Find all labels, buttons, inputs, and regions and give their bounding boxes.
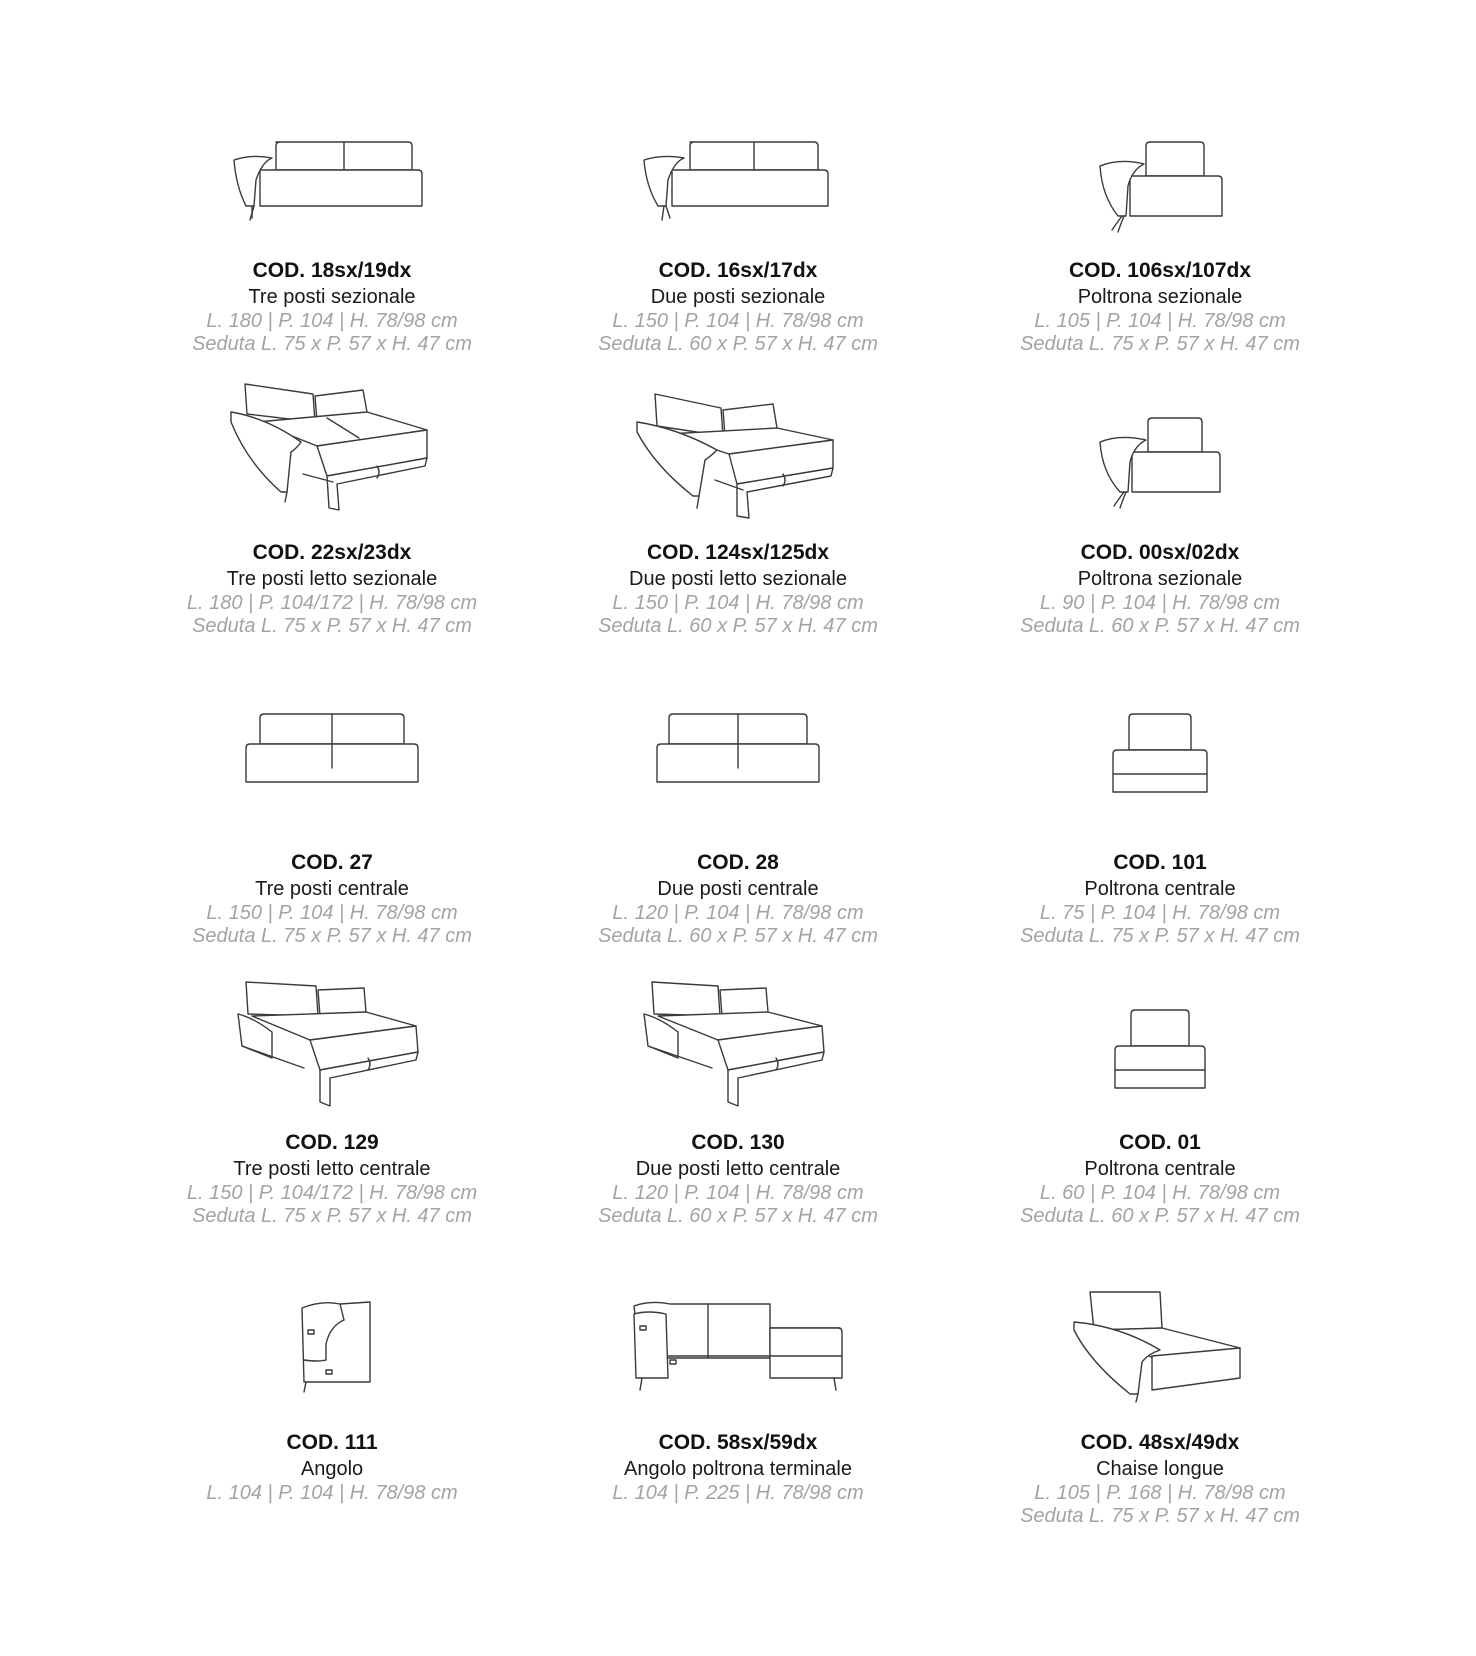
- product-dimensions: L. 150 | P. 104 | H. 78/98 cm: [206, 902, 458, 924]
- product-dimensions: L. 90 | P. 104 | H. 78/98 cm: [1039, 592, 1281, 614]
- product-seat-dimensions: Seduta L. 75 x P. 57 x H. 47 cm: [1020, 333, 1300, 355]
- product-name: Poltrona centrale: [1084, 1158, 1236, 1180]
- sofa-drawing: [528, 140, 948, 230]
- product-name: Due posti sezionale: [650, 286, 826, 308]
- product-name: Poltrona sezionale: [1077, 568, 1243, 590]
- sofa-drawing: [528, 978, 948, 1118]
- product-dimensions: L. 104 | P. 104 | H. 78/98 cm: [206, 1482, 458, 1504]
- corner-unit-icon: [282, 1300, 382, 1395]
- product-name: Tre posti letto centrale: [233, 1158, 431, 1180]
- product-name: Tre posti centrale: [255, 878, 409, 900]
- product-seat-dimensions: Seduta L. 75 x P. 57 x H. 47 cm: [192, 925, 472, 947]
- product-name: Chaise longue: [1096, 1458, 1224, 1480]
- sofa-drawing: [950, 416, 1370, 511]
- product-dimensions: L. 120 | P. 104 | H. 78/98 cm: [612, 902, 864, 924]
- product-seat-dimensions: Seduta L. 60 x P. 57 x H. 47 cm: [598, 1205, 878, 1227]
- sofa-drawing: [122, 1300, 542, 1395]
- sofa-drawing: [950, 1290, 1370, 1405]
- product-seat-dimensions: Seduta L. 60 x P. 57 x H. 47 cm: [598, 925, 878, 947]
- product-code: COD. 00sx/02dx: [1080, 541, 1240, 564]
- product-seat-dimensions: Seduta L. 60 x P. 57 x H. 47 cm: [598, 333, 878, 355]
- product-seat-dimensions: Seduta L. 60 x P. 57 x H. 47 cm: [1020, 615, 1300, 637]
- sofa-central-three-seat-icon: [242, 712, 422, 787]
- product-name: Tre posti sezionale: [248, 286, 416, 308]
- sofa-drawing: [122, 978, 542, 1118]
- sofa-bed-central-two-seat-icon: [638, 978, 838, 1118]
- product-name: Poltrona centrale: [1084, 878, 1236, 900]
- product-code: COD. 22sx/23dx: [252, 541, 412, 564]
- sofa-sectional-two-seat-icon: [638, 140, 838, 230]
- product-dimensions: L. 105 | P. 104 | H. 78/98 cm: [1034, 310, 1286, 332]
- sofa-bed-sectional-three-seat-icon: [227, 382, 437, 522]
- product-code: COD. 16sx/17dx: [658, 259, 818, 282]
- sofa-drawing: [122, 382, 542, 522]
- sofa-drawing: [528, 1298, 948, 1393]
- product-name: Due posti letto sezionale: [629, 568, 847, 590]
- product-dimensions: L. 60 | P. 104 | H. 78/98 cm: [1039, 1182, 1281, 1204]
- product-dimensions: L. 105 | P. 168 | H. 78/98 cm: [1034, 1482, 1286, 1504]
- product-seat-dimensions: Seduta L. 75 x P. 57 x H. 47 cm: [192, 1205, 472, 1227]
- corner-armchair-terminal-icon: [628, 1298, 848, 1393]
- chaise-longue-icon: [1070, 1290, 1250, 1405]
- product-code: COD. 48sx/49dx: [1080, 1431, 1240, 1454]
- product-code: COD. 58sx/59dx: [658, 1431, 818, 1454]
- product-dimensions: L. 150 | P. 104 | H. 78/98 cm: [612, 592, 864, 614]
- product-name: Due posti letto centrale: [635, 1158, 841, 1180]
- armchair-central-icon: [1105, 712, 1215, 797]
- product-code: COD. 18sx/19dx: [252, 259, 412, 282]
- product-seat-dimensions: Seduta L. 75 x P. 57 x H. 47 cm: [192, 615, 472, 637]
- product-code: COD. 130: [691, 1131, 785, 1154]
- sofa-drawing: [122, 712, 542, 787]
- product-code: COD. 129: [285, 1131, 379, 1154]
- product-seat-dimensions: Seduta L. 60 x P. 57 x H. 47 cm: [1020, 1205, 1300, 1227]
- product-code: COD. 111: [286, 1431, 378, 1454]
- armchair-central-icon: [1105, 1008, 1215, 1093]
- product-name: Poltrona sezionale: [1077, 286, 1243, 308]
- product-name: Due posti centrale: [657, 878, 819, 900]
- sofa-drawing: [528, 392, 948, 527]
- armchair-sectional-icon: [1090, 140, 1230, 235]
- product-seat-dimensions: Seduta L. 60 x P. 57 x H. 47 cm: [598, 615, 878, 637]
- product-code: COD. 28: [697, 851, 779, 874]
- sofa-central-two-seat-icon: [653, 712, 823, 787]
- product-dimensions: L. 150 | P. 104/172 | H. 78/98 cm: [186, 1182, 478, 1204]
- product-dimensions: L. 180 | P. 104 | H. 78/98 cm: [206, 310, 458, 332]
- product-seat-dimensions: Seduta L. 75 x P. 57 x H. 47 cm: [192, 333, 472, 355]
- product-name: Angolo: [300, 1458, 364, 1480]
- product-name: Angolo poltrona terminale: [624, 1458, 852, 1480]
- product-code: COD. 106sx/107dx: [1068, 259, 1252, 282]
- armchair-sectional-icon: [1090, 416, 1230, 511]
- product-code: COD. 124sx/125dx: [646, 541, 830, 564]
- product-seat-dimensions: Seduta L. 75 x P. 57 x H. 47 cm: [1020, 1505, 1300, 1527]
- sofa-drawing: [950, 140, 1370, 235]
- sofa-bed-sectional-two-seat-icon: [633, 392, 843, 527]
- sofa-sectional-three-seat-icon: [232, 140, 432, 230]
- product-dimensions: L. 104 | P. 225 | H. 78/98 cm: [612, 1482, 864, 1504]
- product-dimensions: L. 180 | P. 104/172 | H. 78/98 cm: [186, 592, 478, 614]
- sofa-drawing: [950, 1008, 1370, 1093]
- product-seat-dimensions: Seduta L. 75 x P. 57 x H. 47 cm: [1020, 925, 1300, 947]
- product-dimensions: L. 120 | P. 104 | H. 78/98 cm: [612, 1182, 864, 1204]
- product-dimensions: L. 75 | P. 104 | H. 78/98 cm: [1039, 902, 1281, 924]
- product-code: COD. 101: [1113, 851, 1207, 874]
- sofa-drawing: [528, 712, 948, 787]
- product-name: Tre posti letto sezionale: [226, 568, 438, 590]
- sofa-drawing: [950, 712, 1370, 797]
- sofa-drawing: [122, 140, 542, 230]
- product-dimensions: L. 150 | P. 104 | H. 78/98 cm: [612, 310, 864, 332]
- product-code: COD. 27: [291, 851, 373, 874]
- sofa-bed-central-three-seat-icon: [232, 978, 432, 1118]
- product-code: COD. 01: [1119, 1131, 1201, 1154]
